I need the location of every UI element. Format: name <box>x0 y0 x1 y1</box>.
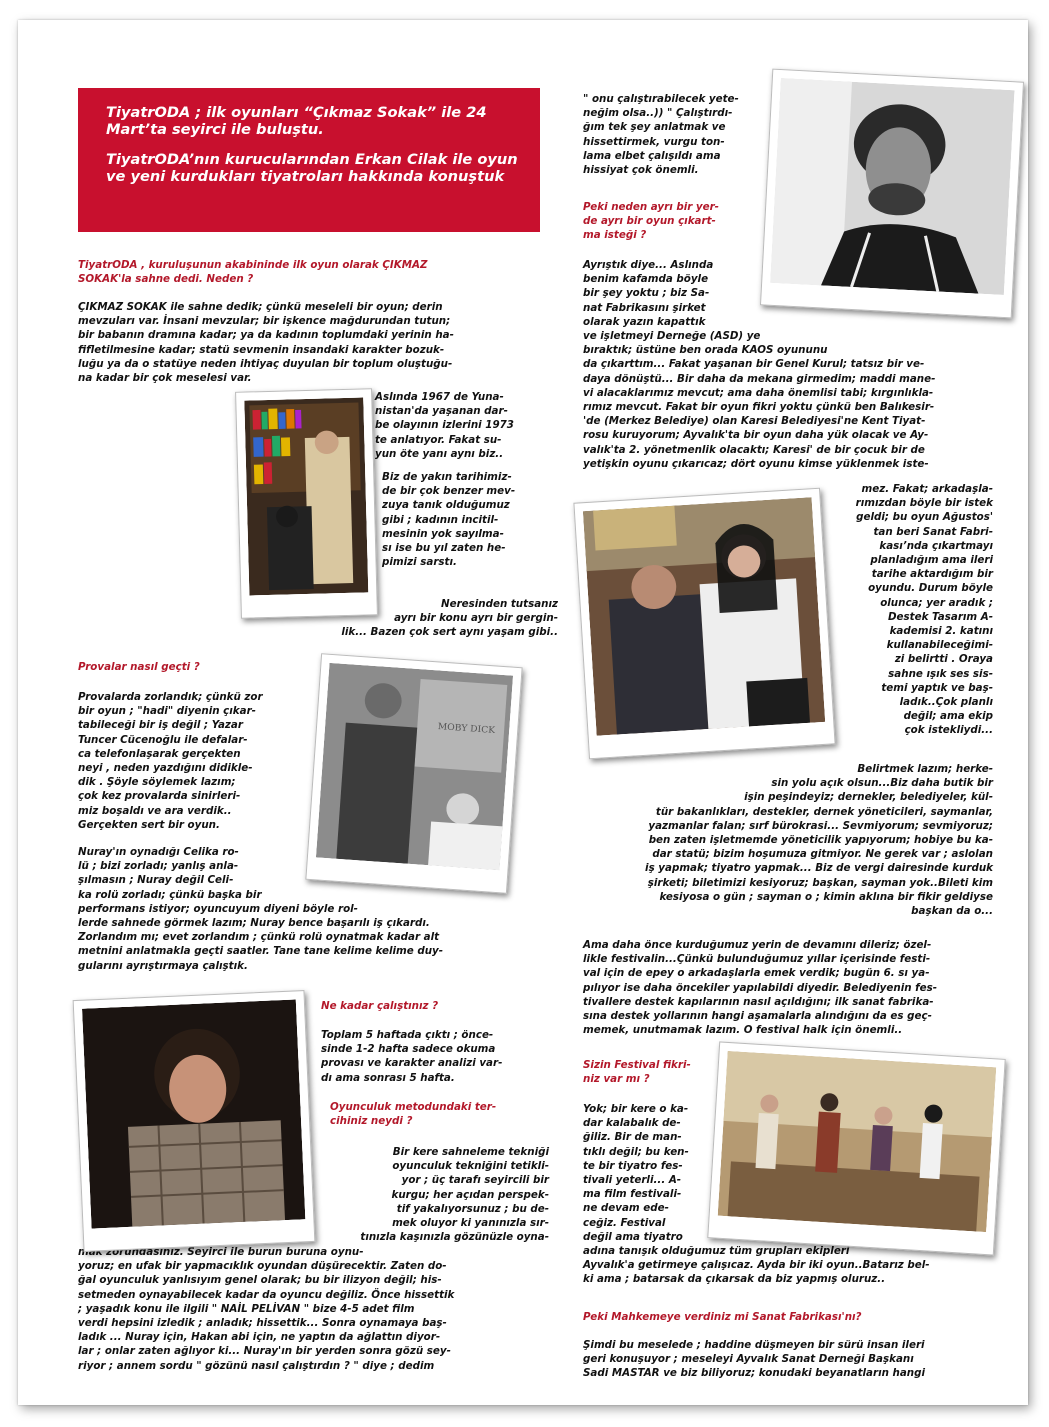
answer-founding-cont2: Biz de yakın tarihimiz- de bir çok benzer mev- zuya tanık olduğumuz gibi ; kadının incitil- mesinin yok sayılma- sı ise bu yıl zaten he- pimizi sarstı. <box>382 471 516 569</box>
portrait-erkan-cilak <box>760 69 1024 319</box>
answer-method: Bir kere sahneleme tekniği oyunculuk tekniğini tetikli- yor ; üç tarafı seyircili bir kurgu; her açıdan perspek- tif yakalıyorsunuz ; bu de- mek oluyor ki yanınızla sır- tınızla kaşınızla gözünüzle oyna- <box>360 1146 549 1244</box>
question-duration: Ne kadar çalıştınız ? <box>321 1000 439 1012</box>
question-separate: Peki neden ayrı bir yer- de ayrı bir oyun çıkart- ma isteği ? <box>583 201 719 242</box>
magazine-page <box>18 20 1028 1405</box>
answer-separate-cont3: Ama daha önce kurduğumuz yerin de devamını dileriz; özel- likle festivalin...Çünkü bulunduğumuz yıllar içerisinde festi- val için de epey o arkadaşlarla emek verdik; bugün 6. sı ya- pılıyor ise daha öncekiler yapılabildi diyedir. Belediyenin fes- tivallere destek kapılarının nasıl açıldığını; ilk sanat fabrika- sına destek yollarının hangi aşamalarla alındığını da es geç- memek, unutmamak lazım. O festival halk için önemli.. <box>583 939 938 1037</box>
answer-festival: Yok; bir kere o ka- dar kalabalık de- ğiliz. Bir de man- tıklı değil; bu ken- te bir tiyatro fes- tivali yeterli... A- ma film festivali- ne devam ede- ceğiz. Festival değil ama tiyatro adına tanışık olduğumuz tüm grupları ekipleri Ayvalık'a getirmeye çalışıcaz. Ayda bir iki oyun..Batarız bel- ki ama ; batarsak da çıkarsak da biz yapmış oluruz.. <box>583 1103 930 1286</box>
stage-photo-bookshelf <box>235 388 378 619</box>
question-founding: TiyatrODA , kuruluşunun akabininde ilk oyun olarak ÇIKMAZ SOKAK'la sahne dedi. Neden ? <box>78 259 428 286</box>
svg-text:MOBY DICK: MOBY DICK <box>437 722 496 736</box>
question-court: Peki Mahkemeye verdiniz mi Sanat Fabrikası'nı? <box>583 1311 862 1323</box>
answer-separate-cont2: Belirtmek lazım; herke- sin yolu açık olsun...Biz daha butik bir işin peşindeyiz; dernekler, belediyeler, kül- tür bakanlıkları, destekler, dernek yöneticileri, saymanlar, yazmanlar falan; sırf bürokrasi... Sevmiyorum; sevmiyoruz; ben zaten işletmemde yöneticilik yapıyorum; hobiye bu ka- dar statü; bizim hoşumuza gitmiyor. Ne gerek var ; aslolan iş yapmak; tiyatro yapmak... Biz de vergi dairesinde kurduk şirketi; biletimizi kesiyoruz; başkan, sayman yok..Bileti kim kesiyosa o gün ; sayman o ; kimin aklına bir fikir geldiyse başkan da o... <box>645 763 993 918</box>
stage-photo-cast <box>707 1041 1005 1255</box>
answer-method-cont: mak zorundasınız. Seyirci ile burun buruna oynu- yoruz; en ufak bir yapmacıklık oyundan düşürecektir. Zaten do- ğal oyunculuk yanlısıyım genel olarak; bu bir ilizyon değil; his- setmeden oynayabilecek kadar da oyuncu değiliz. Önce hissettik ; yaşadık konu ile ilgili " NAİL PELİVAN " bize 4-5 adet film verdi hepsini izledik ; anladık; hissettik... Sonra oynamaya baş- ladık ... Nuray için, Hakan abi için, ne yaptın da ağlattın diyor- lar ; onlar zaten ağlıyor ki... Nuray'ın bir yerden sonra gözü sey- riyor ; annem sordu " gözünü nasıl çalıştırdın ? " diye ; dedim <box>78 1246 455 1372</box>
header-lead: TiyatrODA ; ilk oyunları “Çıkmaz Sokak” ile 24 Mart’ta seyirci ile buluştu. <box>106 104 487 138</box>
question-method: Oyunculuk metodundaki ter- cihiniz neydi ? <box>330 1101 497 1128</box>
answer-founding: ÇIKMAZ SOKAK ile sahne dedik; çünkü meseleli bir oyun; derin mevzuları var. İnsani mevzular; bir işkence mağdurundan tutun; bir babanın dramına kadar; ya da kadının toplumdaki yerinin ha- fifletilmesine kadar; statü sevmenin insandaki karakter bozuk- luğu ya da o statüye neden ihtiyaç duyulan bir toplum oluştuğu- na kadar bir çok meselesi var. <box>78 301 454 385</box>
answer-founding-cont3: Neresinden tutsanız ayrı bir konu ayrı bir gergin- lik... Bazen çok sert aynı yaşam gibi.. <box>341 598 558 639</box>
answer-duration: Toplam 5 haftada çıktı ; önce- sinde 1-2 hafta sadece okuma provası ve karakter analizi var- dı ama sonrası 5 hafta. <box>321 1029 503 1084</box>
header-intro: TiyatrODA’nın kurucularından Erkan Cilak ile oyun ve yeni kurdukları tiyatroları hakkında konuştuk <box>106 151 518 185</box>
stage-photo-gun <box>305 653 522 894</box>
stage-photo-actress <box>73 990 316 1252</box>
answer-court: Şimdi bu meselede ; haddine düşmeyen bir sürü insan ileri geri konuşuyor ; meseleyi Ayvalık Sanat Derneği Başkanı Sadi MASTAR ve biz biliyoruz; konudaki beyanatların hangi <box>583 1339 926 1380</box>
question-festival: Sizin Festival fikri- niz var mı ? <box>583 1059 691 1086</box>
answer-method-end: " onu çalıştırabilecek yete- neğim olsa..)) " Çalıştırdı- ğım tek şey anlatmak ve hissettirmek, vurgu ton- lama elbet çalışıldı ama hissiyat çok önemli. <box>583 93 739 177</box>
header-banner <box>78 88 540 232</box>
answer-separate-cont: mez. Fakat; arkadaşla- rımızdan böyle bir istek geldi; bu oyun Ağustos' tan beri Sanat Fabri- kası’nda çıkartmayı planladığım ama ileri tarihe aktardığım bir oyundu. Durum böyle olunca; yer aradık ; Destek Tasarım A- kademisi 2. katını kullanabileceğimi- zi belirtti . Oraya sahne ışık ses sis- temi yaptık ve baş- ladık..Çok planlı değil; ama ekip çok istekliydi... <box>855 483 993 737</box>
answer-rehearsals-cont: Nuray'ın oynadığı Celika ro- lü ; bizi zorladı; yanlış anla- şılmasın ; Nuray değil Celi- ka rolü zorladı; çünkü başka bir performans istiyor; oyuncuyum diyeni böyle rol- lerde sahnede görmek lazım; Nuray bence başarılı iş çıkardı. Zorlandım mı; evet zorlandım ; çünkü rolü oynatmak kadar alt metnini anlatmakla geçti saatler. Tane tane kelime kelime duy- gularını ayrıştırmaya çalıştık. <box>78 846 444 972</box>
answer-rehearsals: Provalarda zorlandık; çünkü zor bir oyun ; "hadi" diyenin çıkar- tabileceği bir iş değil ; Yazar Tuncer Cücenoğlu ile defalar- ca telefonlaşarak gerçekten neyi , neden yazdığını didikle- dik . Şöyle söylemek lazım; çok kez provalarda sinirleri- miz boşaldı ve ara verdik.. Gerçekten sert bir oyun. <box>78 691 263 831</box>
question-rehearsals: Provalar nasıl geçti ? <box>78 661 200 673</box>
answer-founding-cont: Aslında 1967 de Yuna- nistan'da yaşanan dar- be olayının izlerini 1973 te anlatıyor. Fakat su- yun öte yanı aynı biz.. <box>375 391 514 460</box>
stage-photo-couple <box>573 488 835 760</box>
answer-separate: Ayrıştık diye... Aslında benim kafamda böyle bir şey yoktu ; biz Sa- nat Fabrikasını şirket olarak yazın kapattık ve işletmeyi Derneğe (ASD) ye bıraktık; üstüne ben orada KAOS oyununu da çıkarttım... Fakat yaşanan bir Genel Kurul; tatsız bir ve- daya dönüştü... Bir daha da mekana girmedim; maddi mane- vi alacaklarımız mevcut; ama daha önemlisi tabi; kırgınlıkla- rımız mevcut. Fakat bir oyun fikri yoktu çünkü ben Balıkesir- 'de (Merkez Belediye) olan Karesi Belediyesi'ne Kent Tiyat- rosu kuruyorum; Ayvalık'ta bir oyun daha yük olacak ve Ay- valık'ta 2. yönetmenlik olacaktı; Karesi' de bir çocuk bir de yetişkin oyunu çıkarıcaz; dört oyunu kimse yüklenmek iste- <box>583 259 936 470</box>
